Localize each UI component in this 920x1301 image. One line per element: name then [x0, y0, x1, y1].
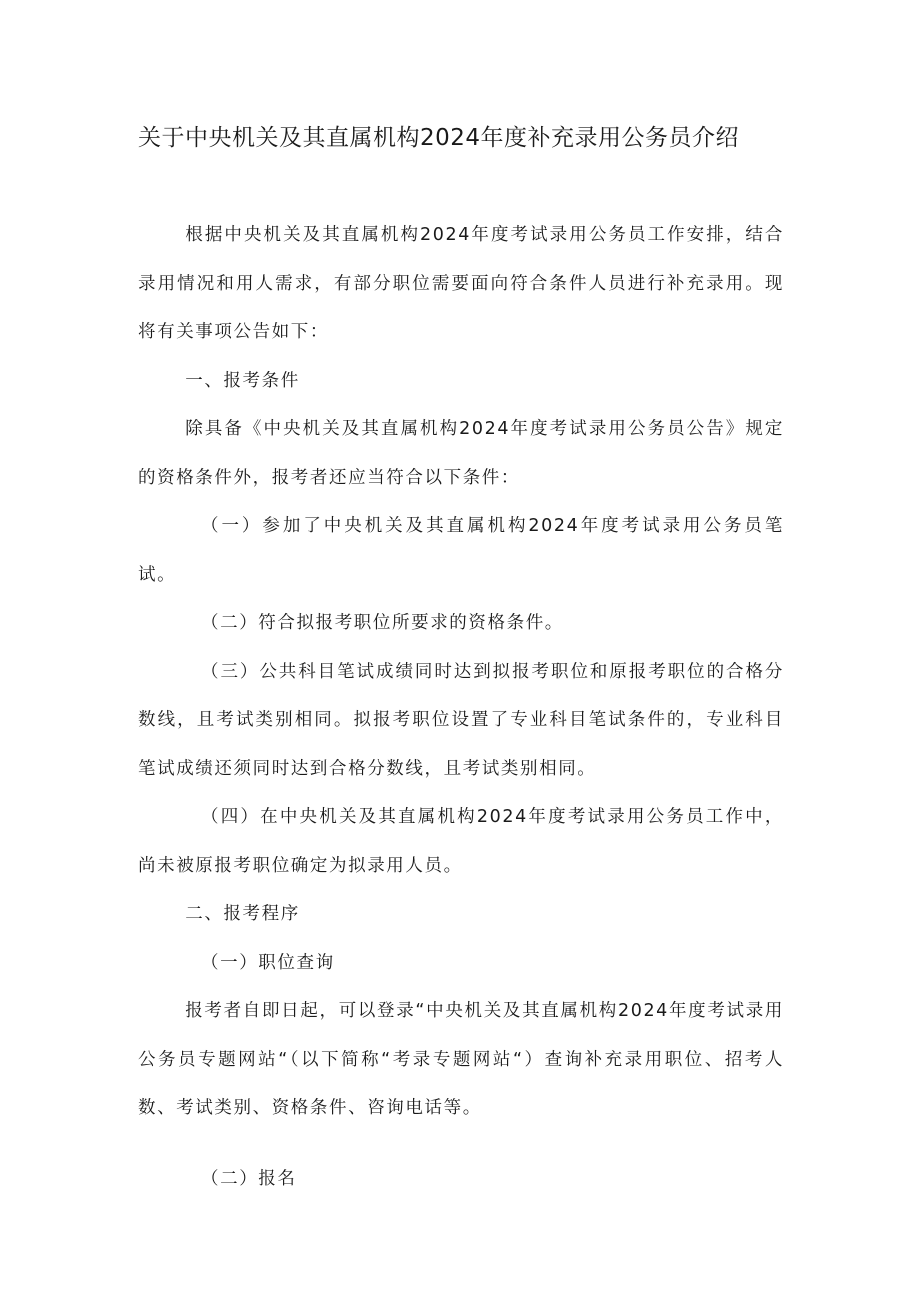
document-body [138, 211, 784, 1203]
condition-item-2: （二）符合拟报考职位所要求的资格条件。 [201, 613, 564, 633]
procedure-item-2-heading: （二）报名 [201, 1168, 297, 1189]
procedure-item-1-heading: （一）职位查询 [201, 952, 335, 973]
section-heading-conditions: 一、报考条件 [185, 370, 300, 391]
conditions-paragraph: 除具备《中央机关及其直属机构2024年度考试录用公务员公告》规定的资格条件外，报考者还应当符合以下条件： [138, 419, 784, 488]
condition-item-1: （一）参加了中央机关及其直属机构2024年度考试录用公务员笔试。 [138, 516, 784, 585]
section-heading-procedure: 二、报考程序 [185, 904, 300, 924]
intro-paragraph: 根据中央机关及其直属机构2024年度考试录用公务员工作安排，结合录用情况和用人需求，有部分职位需要面向符合条件人员进行补充录用。现将有关事项公告如下： [138, 225, 784, 342]
procedure-item-1-paragraph: 报考者自即日起，可以登录“中央机关及其直属机构2024年度考试录用公务员专题网站“（以下简称“考录专题网站“）查询补充录用职位、招考人数、考试类别、资格条件、咨询电话等。 [138, 1001, 784, 1118]
condition-item-3: （三）公共科目笔试成绩同时达到拟报考职位和原报考职位的合格分数线，且考试类别相同。拟报考职位设置了专业科目笔试条件的，专业科目笔试成绩还须同时达到合格分数线，且考试类别相同。 [138, 661, 784, 779]
document-title: 关于中央机关及其直属机构2024年度补充录用公务员介绍 [138, 125, 740, 151]
condition-item-4: （四）在中央机关及其直属机构2024年度考试录用公务员工作中，尚未被原报考职位确定为拟录用人员。 [138, 807, 784, 876]
